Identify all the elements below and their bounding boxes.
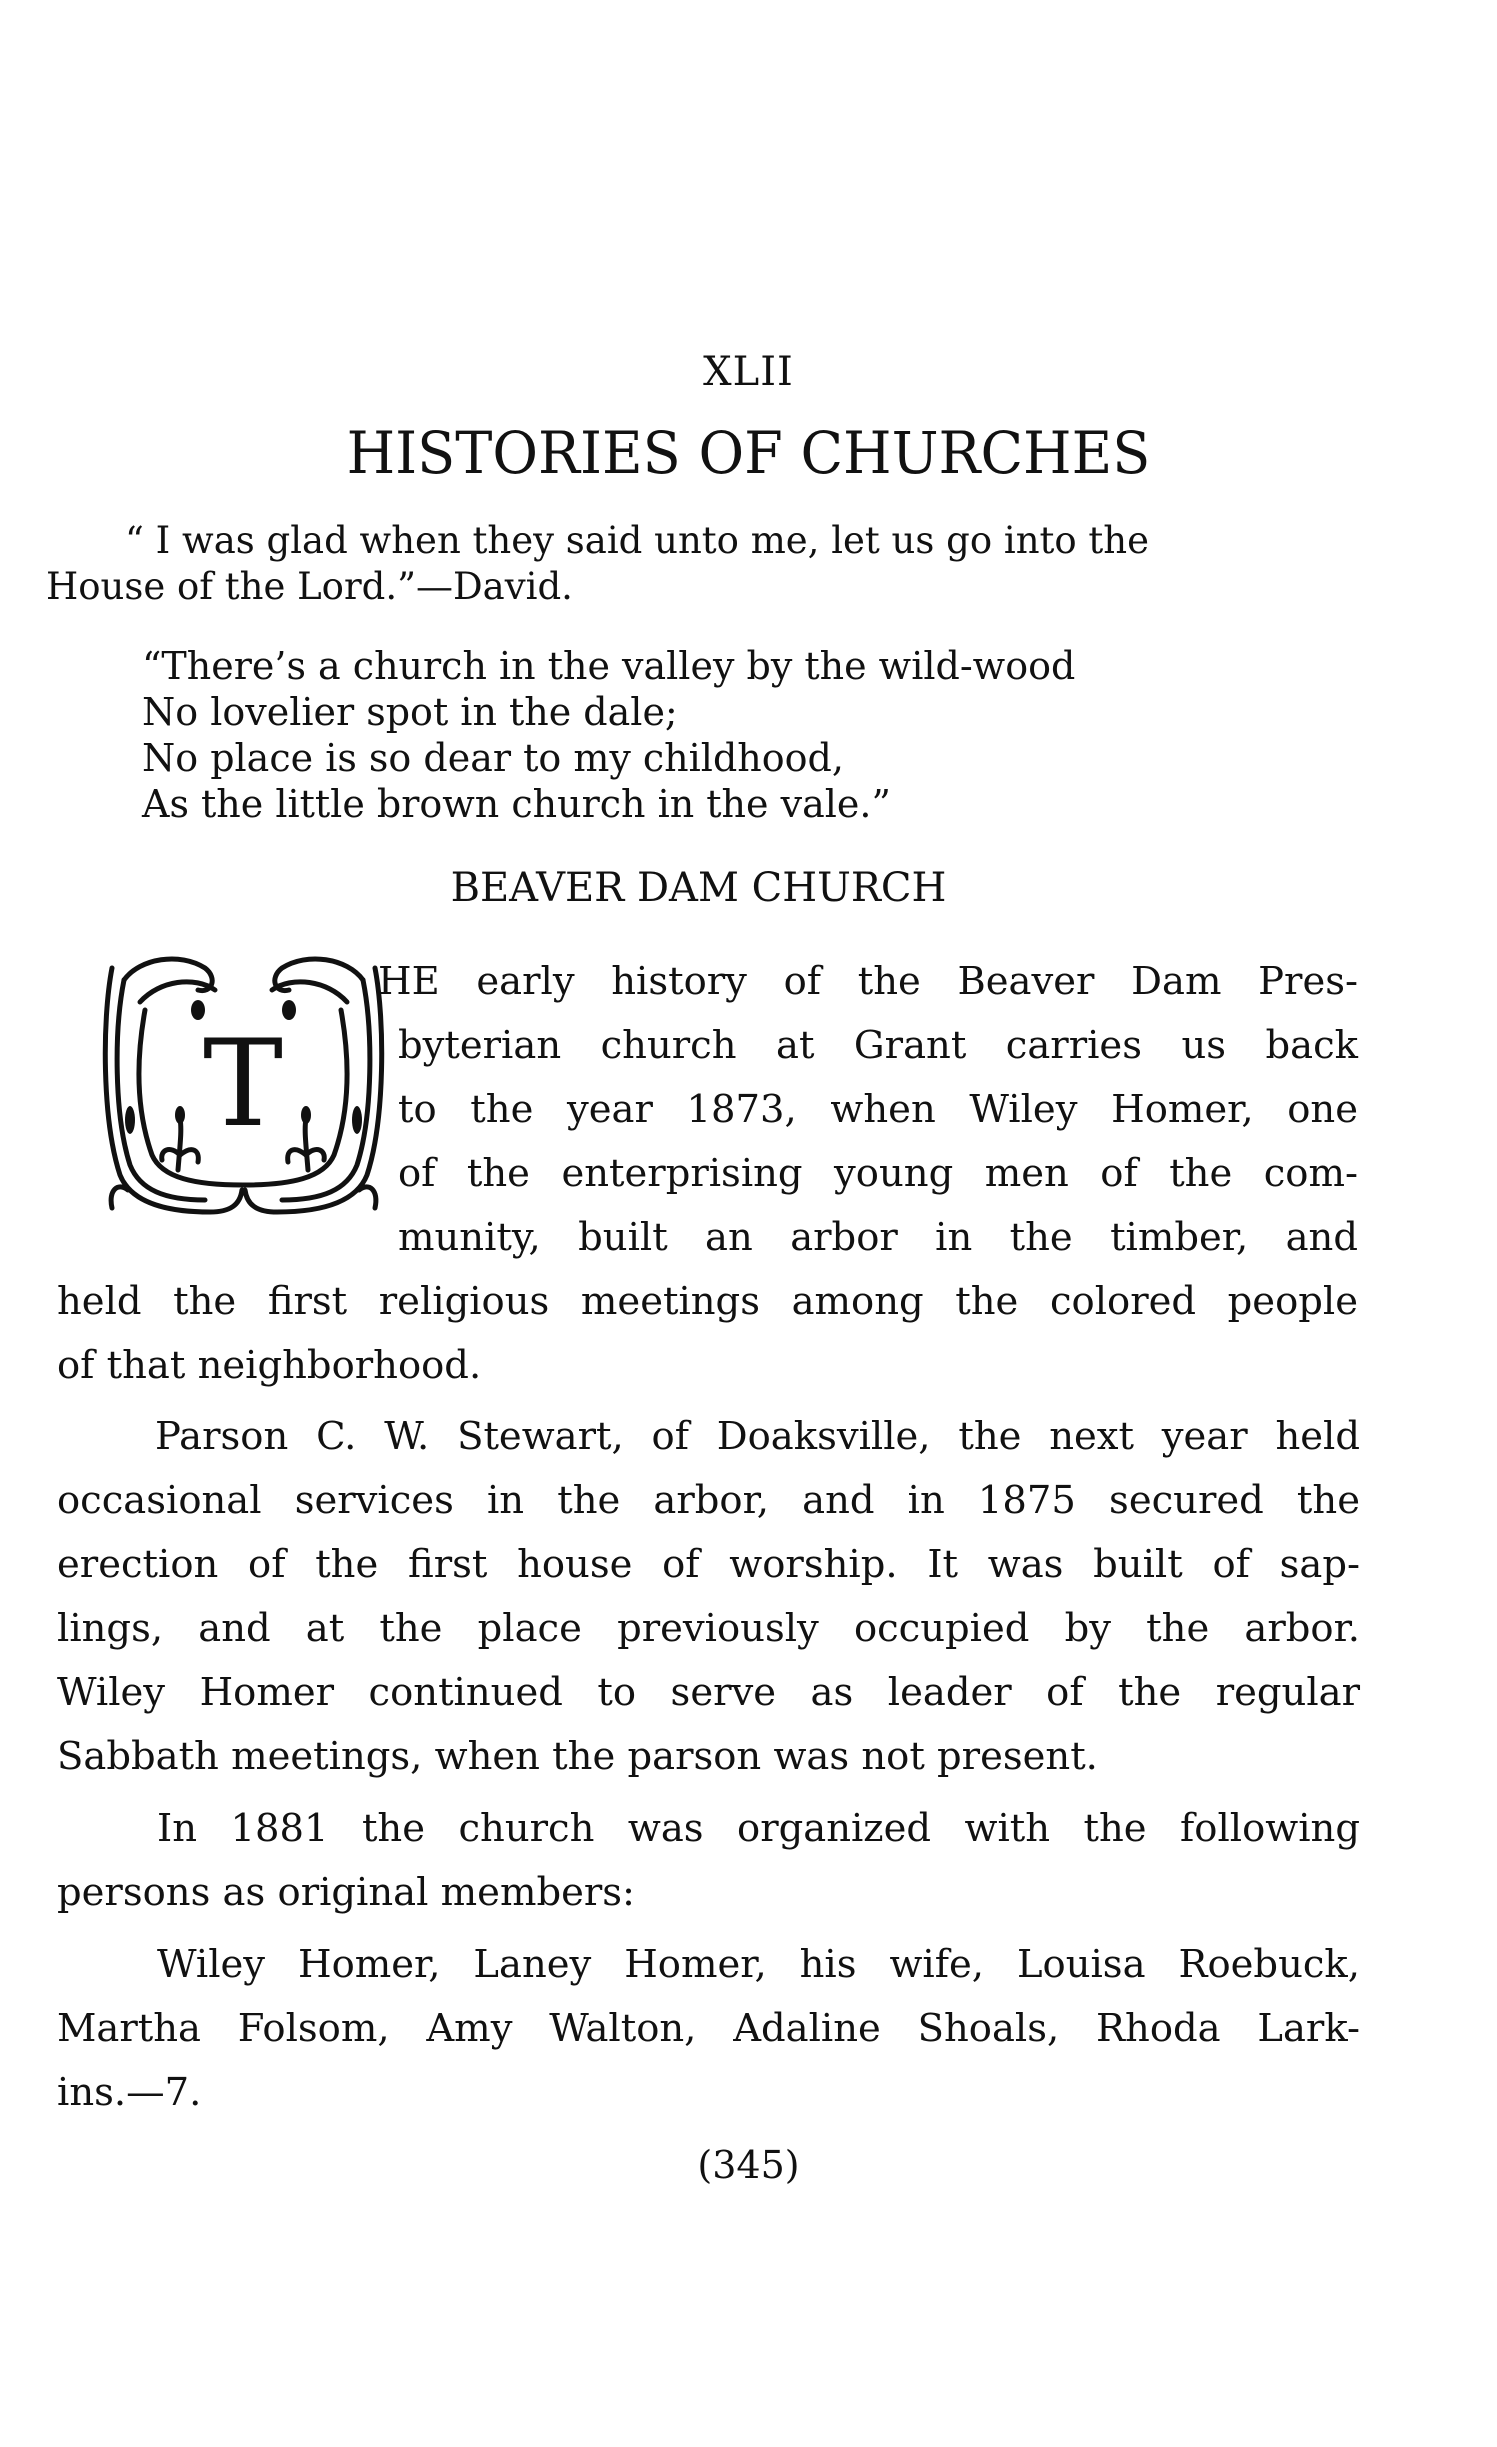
paragraph-line: persons as original members: [57,1870,636,1915]
chapter-number: XLII [703,349,794,395]
verse-block [142,643,1075,827]
section-title: BEAVER DAM CHURCH [450,865,947,911]
paragraph-line: In 1881 the church was organized with the following [157,1806,1360,1851]
epigraph-line-1: “ I was glad when they said unto me, let us go into the [125,519,1150,562]
paragraph-line: held the first religious meetings among the colored people [57,1279,1358,1324]
ornamental-drop-cap-icon [100,950,385,1220]
paragraph-line: of the enterprising young men of the com- [398,1151,1358,1196]
paragraph-line: Martha Folsom, Amy Walton, Adaline Shoals, Rhoda Lark- [57,2006,1360,2051]
paragraph-line: Wiley Homer continued to serve as leader of the regular [57,1670,1360,1715]
paragraph-line: munity, built an arbor in the timber, and [398,1215,1358,1260]
page-number: (345) [697,2143,800,2187]
paragraph-line: Parson C. W. Stewart, of Doaksville, the next year held [155,1414,1360,1459]
verse-line: As the little brown church in the vale.” [142,782,891,826]
verse-line: “There’s a church in the valley by the wild-wood [142,644,1076,688]
paragraph-line: of that neighborhood. [57,1343,482,1388]
verse-line: No lovelier spot in the dale; [142,690,678,734]
paragraph-line: lings, and at the place previously occupied by the arbor. [57,1606,1360,1651]
paragraph-line: ins.—7. [57,2070,202,2115]
paragraph-line: occasional services in the arbor, and in 1875 secured the [57,1478,1360,1523]
chapter-title: HISTORIES OF CHURCHES [346,419,1151,487]
paragraph-line: to the year 1873, when Wiley Homer, one [398,1087,1358,1132]
paragraph-line: erection of the first house of worship. It was built of sap- [57,1542,1360,1587]
epigraph-line-2: House of the Lord.”—David. [46,565,573,608]
drop-cap-letter: T [202,1015,284,1154]
paragraph-line: Wiley Homer, Laney Homer, his wife, Louisa Roebuck, [157,1942,1360,1987]
paragraph-line: Sabbath meetings, when the parson was not present. [57,1734,1098,1779]
paragraph-line: byterian church at Grant carries us back [398,1023,1358,1068]
verse-line: No place is so dear to my childhood, [142,736,844,780]
paragraph-line: HE early history of the Beaver Dam Pres- [378,959,1358,1004]
